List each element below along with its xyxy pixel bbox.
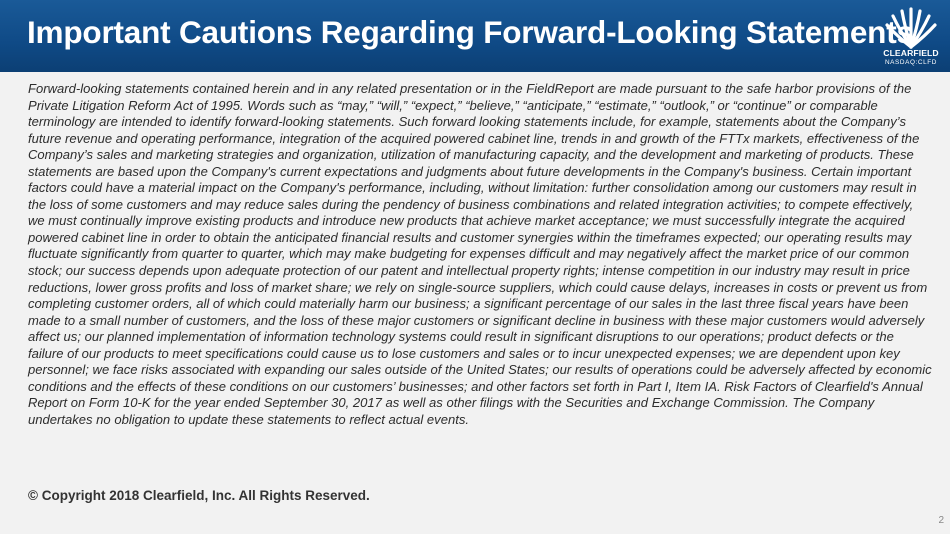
disclaimer-paragraph: Forward-looking statements contained herein and in any related presentation or in the FieldReport are made pursuant to the safe harbor provisions of the Private Litigation Reform Act of 1995. Words such as “may,” “will,” “expect,” “believe,” “anticipate,” “estimate,” “outlook,” or “continue” or comparable terminology are intended to identify forward-looking statements. Such forward looking statements include, for example, statements about the Company’s future revenue and operating performance, integration of the acquired powered cabinet line, trends in and growth of the FTTx markets, effectiveness of the Company’s sales and marketing strategies and organization, utilization of manufacturing capacity, and the development and marketing of products. These statements are based upon the Company's current expectations and judgments about future developments in the Company's business. Certain important factors could have a material impact on the Company's performance, including, without limitation: further consolidation among our customers may result in the loss of some customers and may reduce sales during the pendency of business combinations and related integration activities; to compete effectively, we must continually improve existing products and introduce new products that achieve market acceptance; we must successfully integrate the acquired powered cabinet line in order to obtain the anticipated financial results and customer synergies within the timeframes expected; our operating results may fluctuate significantly from quarter to quarter, which may make budgeting for expenses difficult and may negatively affect the market price of our common stock; our success depends upon adequate protection of our patent and intellectual property rights; intense competition in our industry may result in price reductions, lower gross profits and loss of market share; we rely on single-source suppliers, which could cause delays, increases in costs or prevent us from completing customer orders, all of which could materially harm our business; a significant percentage of our sales in the last three fiscal years have been made to a small number of customers, and the loss of these major customers or significant decline in business with these major customers would adversely affect us; our planned implementation of information technology systems could result in significant disruptions to our operations; product defects or the failure of our products to meet specifications could cause us to lose customers and sales or to incur unexpected expenses; we are dependent upon key personnel; we face risks associated with expanding our sales outside of the United States; our results of operations could be adversely affected by economic conditions and the effects of these conditions on our customers’ businesses; and other factors set forth in Part I, Item IA. Risk Factors of Clearfield's Annual Report on Form 10-K for the year ended September 30, 2017 as well as other filings with the Securities and Exchange Commission. The Company undertakes no obligation to update these statements to reflect actual events. [28, 81, 932, 427]
title-bar [0, 0, 950, 72]
slide-title: Important Cautions Regarding Forward-Looking Statements [27, 14, 914, 50]
copyright-notice: © Copyright 2018 Clearfield, Inc. All Rights Reserved. [28, 488, 370, 503]
fan-shell-icon [876, 3, 946, 49]
company-logo [876, 3, 946, 69]
logo-ticker: NASDAQ:CLFD [884, 59, 938, 66]
page-number: 2 [938, 515, 944, 526]
logo-wordmark: CLEARFIELD [883, 48, 939, 58]
